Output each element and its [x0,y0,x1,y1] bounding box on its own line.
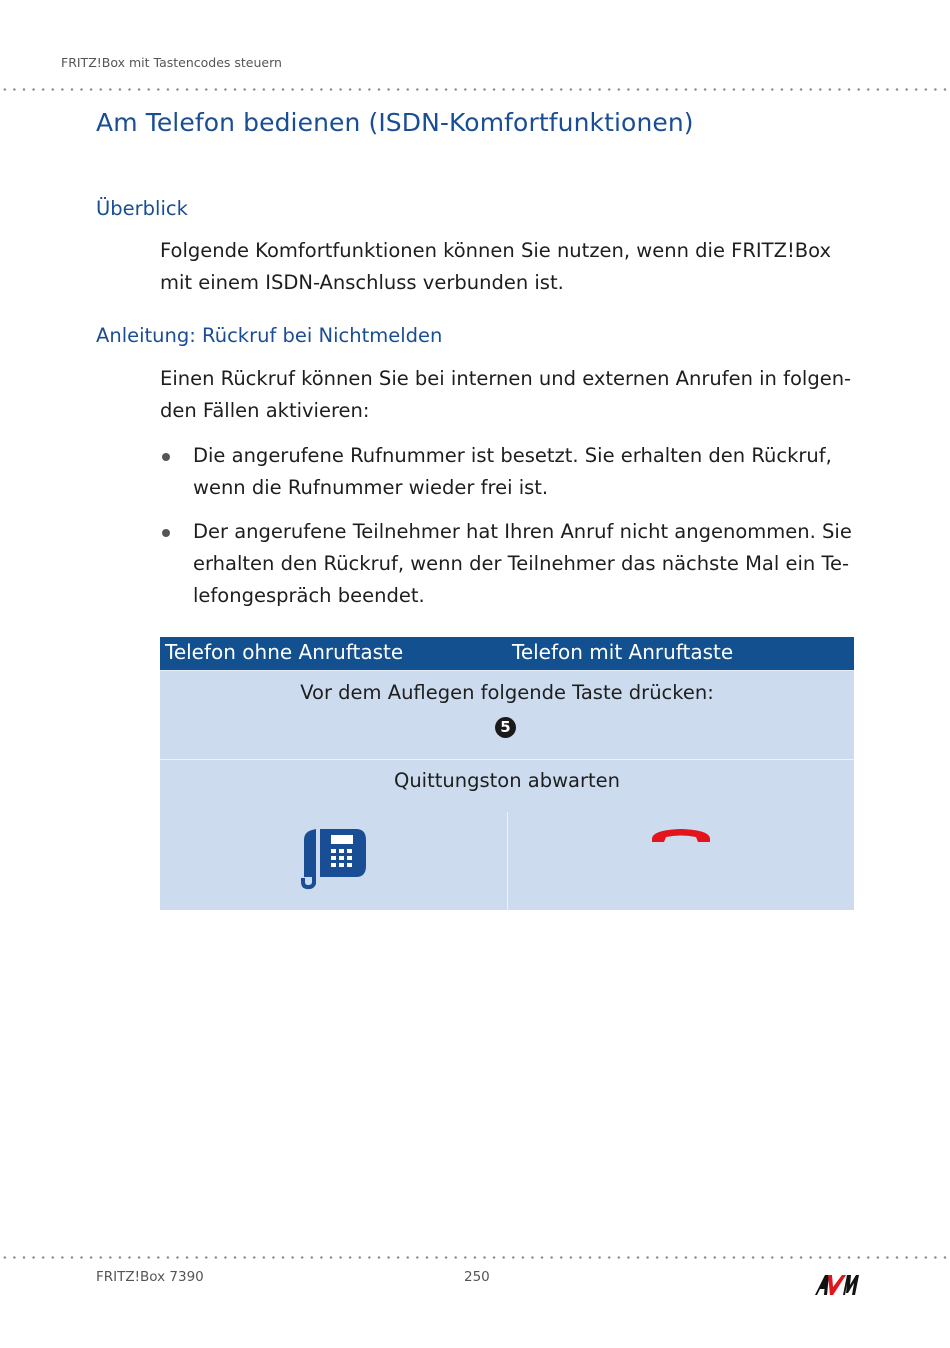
list-item-text: Die angerufene Rufnummer ist besetzt. Sie erhalten den Rückruf, wenn die Rufnummer wieder frei ist. [193,444,832,499]
page-number: 250 [464,1269,490,1285]
dotted-divider-bottom [0,1256,950,1259]
list-item [160,516,860,612]
running-header: FRITZ!Box mit Tastencodes steuern [61,55,282,70]
list-item [160,440,860,504]
instruction-table [160,637,854,910]
column-header-with-call-key: Telefon mit Anruftaste [512,640,734,664]
guide-intro-paragraph: Einen Rückruf können Sie bei internen und externen Anrufen in folgen-den Fällen aktivieren: [160,367,852,422]
list-item-text: Der angerufene Teilnehmer hat Ihren Anruf nicht angenommen. Sie erhalten den Rückruf, wenn der Teilnehmer das nächste Mal ein Te-lefongespräch beendet. [193,520,852,607]
row-divider [160,759,854,760]
bullet-icon [162,529,170,537]
footer-product-name: FRITZ!Box 7390 [96,1269,204,1285]
guide-heading: Anleitung: Rückruf bei Nichtmelden [96,324,443,347]
table-header [160,637,854,670]
dotted-divider-top [0,88,950,91]
desk-phone-icon [300,826,370,892]
avm-logo-icon [815,1272,859,1296]
table-row [160,670,854,760]
key-5-icon: 5 [495,717,516,738]
overview-heading: Überblick [96,197,188,220]
hang-up-icon [650,826,712,844]
page-title: Am Telefon bedienen (ISDN-Komfortfunktionen) [96,108,694,137]
step-instruction: Quittungston abwarten [393,769,621,792]
bullet-icon [162,453,170,461]
column-header-without-call-key: Telefon ohne Anruftaste [165,640,404,664]
column-divider [507,812,508,910]
step-instruction: Vor dem Auflegen folgende Taste drücken: [300,681,714,704]
overview-paragraph: Folgende Komfortfunktionen können Sie nutzen, wenn die FRITZ!Box mit einem ISDN-Anschluss verbunden ist. [160,239,832,294]
